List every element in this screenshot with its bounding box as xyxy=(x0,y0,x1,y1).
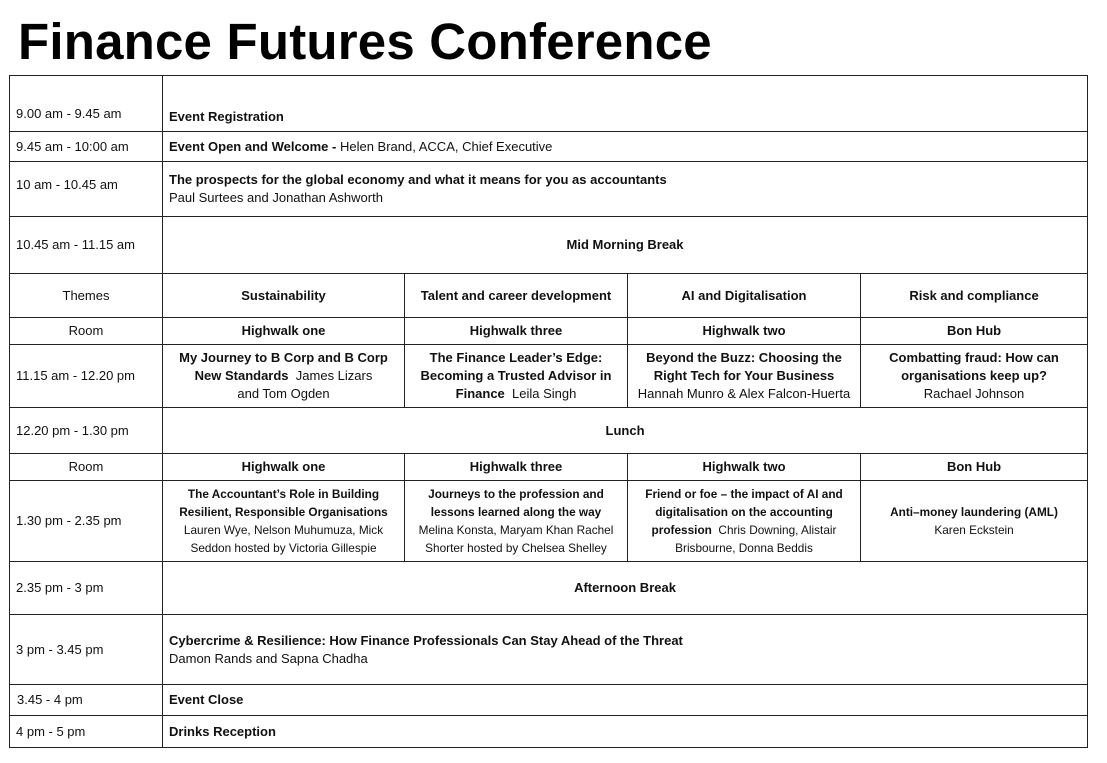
themes-label: Themes xyxy=(10,274,163,318)
session-title: The Accountant’s Role in Building Resilient, Responsible Organisations xyxy=(179,487,388,519)
session-speakers: Helen Brand, ACCA, Chief Executive xyxy=(339,138,553,154)
themes-row xyxy=(10,274,1088,318)
session-speakers: Rachael Johnson xyxy=(923,386,1025,401)
time-cell: 10.45 am - 11.15 am xyxy=(10,217,163,274)
session-speakers: Karen Eckstein xyxy=(934,523,1014,537)
time-cell: 1.30 pm - 2.35 pm xyxy=(10,481,163,562)
session-cell xyxy=(163,132,1088,162)
session-cell xyxy=(861,481,1088,562)
session-title: Event Close xyxy=(163,685,1088,716)
page-title: Finance Futures Conference xyxy=(18,13,712,70)
agenda-row-economy xyxy=(10,162,1088,217)
room-name: Bon Hub xyxy=(861,318,1088,345)
room-name: Highwalk one xyxy=(163,454,405,481)
session-speakers: Hannah Munro & Alex Falcon-Huerta xyxy=(637,386,851,401)
room-name: Highwalk three xyxy=(405,454,628,481)
session-speakers: Damon Rands and Sapna Chadha xyxy=(169,650,368,666)
session-title: Friend or foe – the impact of AI and digitalisation on the accounting profession xyxy=(645,487,843,537)
room-name: Highwalk two xyxy=(628,454,861,481)
agenda-row-close xyxy=(10,685,1088,716)
session-cell xyxy=(628,345,861,408)
room-row xyxy=(10,454,1088,481)
room-name: Highwalk one xyxy=(163,318,405,345)
session-speakers: Paul Surtees and Jonathan Ashworth xyxy=(169,190,383,205)
session-row-afternoon xyxy=(10,481,1088,562)
agenda-row-registration xyxy=(10,76,1088,132)
agenda-row-drinks xyxy=(10,716,1088,748)
session-title: The Finance Leader’s Edge: Becoming a Trusted Advisor in Finance xyxy=(420,350,612,401)
session-speakers: James Lizars xyxy=(295,368,373,383)
agenda-row-afternoon-break xyxy=(10,562,1088,615)
time-cell: 2.35 pm - 3 pm xyxy=(10,562,163,615)
time-cell: 3 pm - 3.45 pm xyxy=(10,615,163,685)
room-name: Highwalk two xyxy=(628,318,861,345)
session-cell xyxy=(405,345,628,408)
session-speakers: and Tom Ogden xyxy=(237,386,330,401)
time-cell: 9.45 am - 10:00 am xyxy=(10,132,163,162)
session-title: My Journey to B Corp and B Corp New Standards xyxy=(179,350,388,383)
session-title: Event Open and Welcome - xyxy=(169,138,340,154)
session-speakers: Leila Singh xyxy=(512,386,577,401)
break-label: Mid Morning Break xyxy=(163,217,1088,274)
agenda-row-welcome xyxy=(10,132,1088,162)
session-cell xyxy=(163,615,1088,685)
room-name: Highwalk three xyxy=(405,318,628,345)
theme-sustainability: Sustainability xyxy=(163,274,405,318)
time-cell: 10 am - 10.45 am xyxy=(10,162,163,217)
session-title: Cybercrime & Resilience: How Finance Professionals Can Stay Ahead of the Threat xyxy=(169,632,683,648)
session-speakers: Chris Downing, Alistair Brisbourne, Donna Beddis xyxy=(675,523,837,555)
session-cell xyxy=(861,345,1088,408)
theme-risk: Risk and compliance xyxy=(861,274,1088,318)
room-row xyxy=(10,318,1088,345)
time-cell: 9.00 am - 9.45 am xyxy=(10,76,163,132)
session-title: Drinks Reception xyxy=(163,716,1088,748)
break-label: Lunch xyxy=(163,408,1088,454)
session-title: Beyond the Buzz: Choosing the Right Tech for Your Business xyxy=(646,350,842,383)
theme-ai: AI and Digitalisation xyxy=(628,274,861,318)
session-title: The prospects for the global economy and what it means for you as accountants xyxy=(169,172,667,187)
session-title: Event Registration xyxy=(163,76,1088,132)
session-title: Combatting fraud: How can organisations keep up? xyxy=(889,350,1059,383)
session-speakers: Lauren Wye, Nelson Muhumuza, Mick Seddon hosted by Victoria Gillespie xyxy=(183,523,384,555)
session-cell xyxy=(405,481,628,562)
break-label: Afternoon Break xyxy=(163,562,1088,615)
room-name: Bon Hub xyxy=(861,454,1088,481)
time-cell: 12.20 pm - 1.30 pm xyxy=(10,408,163,454)
session-row-morning xyxy=(10,345,1088,408)
session-speakers: Melina Konsta, Maryam Khan Rachel Shorter hosted by Chelsea Shelley xyxy=(418,523,614,555)
time-cell: 11.15 am - 12.20 pm xyxy=(10,345,163,408)
session-cell xyxy=(628,481,861,562)
theme-talent: Talent and career development xyxy=(405,274,628,318)
time-cell: 4 pm - 5 pm xyxy=(10,716,163,748)
session-title: Journeys to the profession and lessons learned along the way xyxy=(428,487,604,519)
session-cell xyxy=(163,162,1088,217)
room-label: Room xyxy=(10,454,163,481)
room-label: Room xyxy=(10,318,163,345)
session-cell xyxy=(163,481,405,562)
agenda-row-cybercrime xyxy=(10,615,1088,685)
agenda-row-lunch xyxy=(10,408,1088,454)
agenda-row-mid-morning-break xyxy=(10,217,1088,274)
session-title: Anti–money laundering (AML) xyxy=(890,505,1058,519)
agenda-table xyxy=(9,75,1088,748)
time-cell: 3.45 - 4 pm xyxy=(10,685,163,716)
session-cell xyxy=(163,345,405,408)
